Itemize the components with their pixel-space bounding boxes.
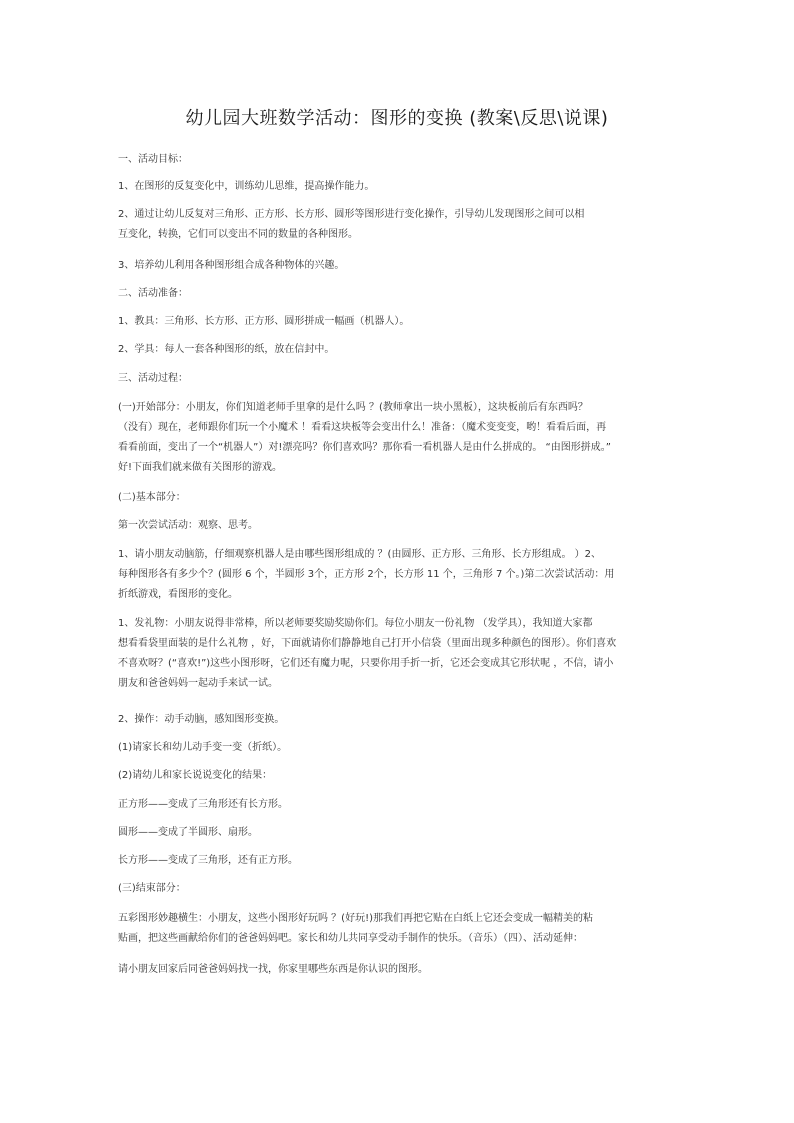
text-line: 1、发礼物：小朋友说得非常棒，所以老师要奖励奖励你们。每位小朋友一份礼物 （发学具），我知道大家都	[118, 618, 593, 629]
preparation-item-2	[118, 340, 678, 360]
gift-paragraph	[118, 614, 678, 694]
goal-item-3	[118, 256, 678, 276]
text-line: 1、在图形的反复变化中，训练幼儿思维，提高操作能力。	[118, 181, 375, 192]
text-line: 圆形——变成了半圆形、扇形。	[118, 827, 258, 838]
text-line: (二)基本部分：	[118, 492, 186, 503]
process-basic-heading	[118, 488, 678, 508]
text-line: 2、通过让幼儿反复对三角形、正方形、长方形、圆形等图形进行变化操作，引导幼儿发现图形之间可以相	[118, 209, 585, 220]
operation-step-1	[118, 738, 678, 758]
text-line: 想看看袋里面装的是什么礼物 ，好，下面就请你们静静地自己打开小信袋（里面出现多种颜色的图形）。你们喜欢	[118, 638, 617, 649]
text-line: 1、请小朋友动脑筋，仔细观察机器人是由哪些图形组成的 ？(由圆形、正方形、三角形、长方形组成。 ）2、	[118, 549, 601, 560]
text-line: 每种图形各有多少个？(圆形 6 个，半圆形 3个，正方形 2个，长方形 11 个，三角形 7 个。)第二次尝试活动：用	[118, 569, 615, 580]
result-square	[118, 795, 678, 815]
text-line: 贴画，把这些画献给你们的爸爸妈妈吧。家长和幼儿共同享受动手制作的快乐。（音乐）（四）、活动延伸：	[118, 933, 583, 944]
result-circle	[118, 823, 678, 843]
text-line: (1)请家长和幼儿动手变一变（折纸）。	[118, 742, 288, 753]
text-line: 不喜欢呀？(“喜欢!”)这些小图形呀，它们还有魔力呢，只要你用手折一折，它还会变成其它形状呢 ，不信，请小	[118, 658, 614, 669]
closing-heading	[118, 879, 678, 899]
preparation-item-1	[118, 312, 678, 332]
text-line: (一)开始部分：小朋友，你们知道老师手里拿的是什么吗 ？(教师拿出一块小黑板），这块板前后有东西吗？	[118, 402, 588, 413]
text-line: 看看前面，变出了一个“机器人”）对!漂亮吗？你们喜欢吗？那你看一看机器人是由什么拼成的。 “由图形拼成。”	[118, 442, 611, 453]
text-line: 三、活动过程：	[118, 373, 188, 384]
text-line: 正方形——变成了三角形还有长方形。	[118, 799, 288, 810]
goal-item-2	[118, 205, 678, 245]
text-line: (三)结束部分：	[118, 883, 186, 894]
section-heading-goals	[118, 150, 678, 170]
goal-item-1	[118, 177, 678, 197]
text-line: 一、活动目标：	[118, 154, 188, 165]
text-line: 2、学具：每人一套各种图形的纸，放在信封中。	[118, 344, 335, 355]
section-heading-preparation	[118, 284, 678, 304]
text-line: 二、活动准备：	[118, 288, 188, 299]
text-line: 折纸游戏，看图形的变化。	[118, 589, 238, 600]
text-line: （没有）现在，老师跟你们玩一个小魔术 ！看看这块板等会变出什么！准备：（魔术变变变，哟！看看后面，再	[118, 422, 607, 433]
text-line: 第一次尝试活动：观察、思考。	[118, 520, 258, 531]
extension-paragraph	[118, 960, 678, 980]
process-opening	[118, 398, 678, 478]
text-line: 朋友和爸爸妈妈一起动手来试一试。	[118, 678, 278, 689]
text-line: 五彩图形妙趣横生：小朋友，这些小图形好玩吗 ？(好玩!)那我们再把它贴在白纸上它还会变成一幅精美的粘	[118, 913, 593, 924]
text-line: 请小朋友回家后同爸爸妈妈找一找，你家里哪些东西是你认识的图形。	[118, 964, 428, 975]
text-line: (2)请幼儿和家长说说变化的结果：	[118, 770, 273, 781]
text-line: 3、培养幼儿利用各种图形组合成各种物体的兴趣。	[118, 260, 345, 271]
operation-heading	[118, 710, 678, 730]
text-line: 好!下面我们就来做有关图形的游戏。	[118, 462, 283, 473]
first-attempt-questions	[118, 545, 678, 605]
text-line: 长方形——变成了三角形，还有正方形。	[118, 855, 298, 866]
text-line: 互变化，转换，它们可以变出不同的数量的各种图形。	[118, 229, 358, 240]
first-attempt-heading	[118, 516, 678, 536]
text-line: 2、操作：动手动脑，感知图形变换。	[118, 714, 285, 725]
document-title: 幼儿园大班数学活动：图形的变换 (教案\反思\说课)	[185, 108, 609, 129]
operation-step-2	[118, 766, 678, 786]
result-rectangle	[118, 851, 678, 871]
closing-paragraph	[118, 909, 678, 949]
text-line: 1、教具：三角形、长方形、正方形、圆形拼成一幅画（机器人）。	[118, 316, 410, 327]
section-heading-process	[118, 369, 678, 389]
